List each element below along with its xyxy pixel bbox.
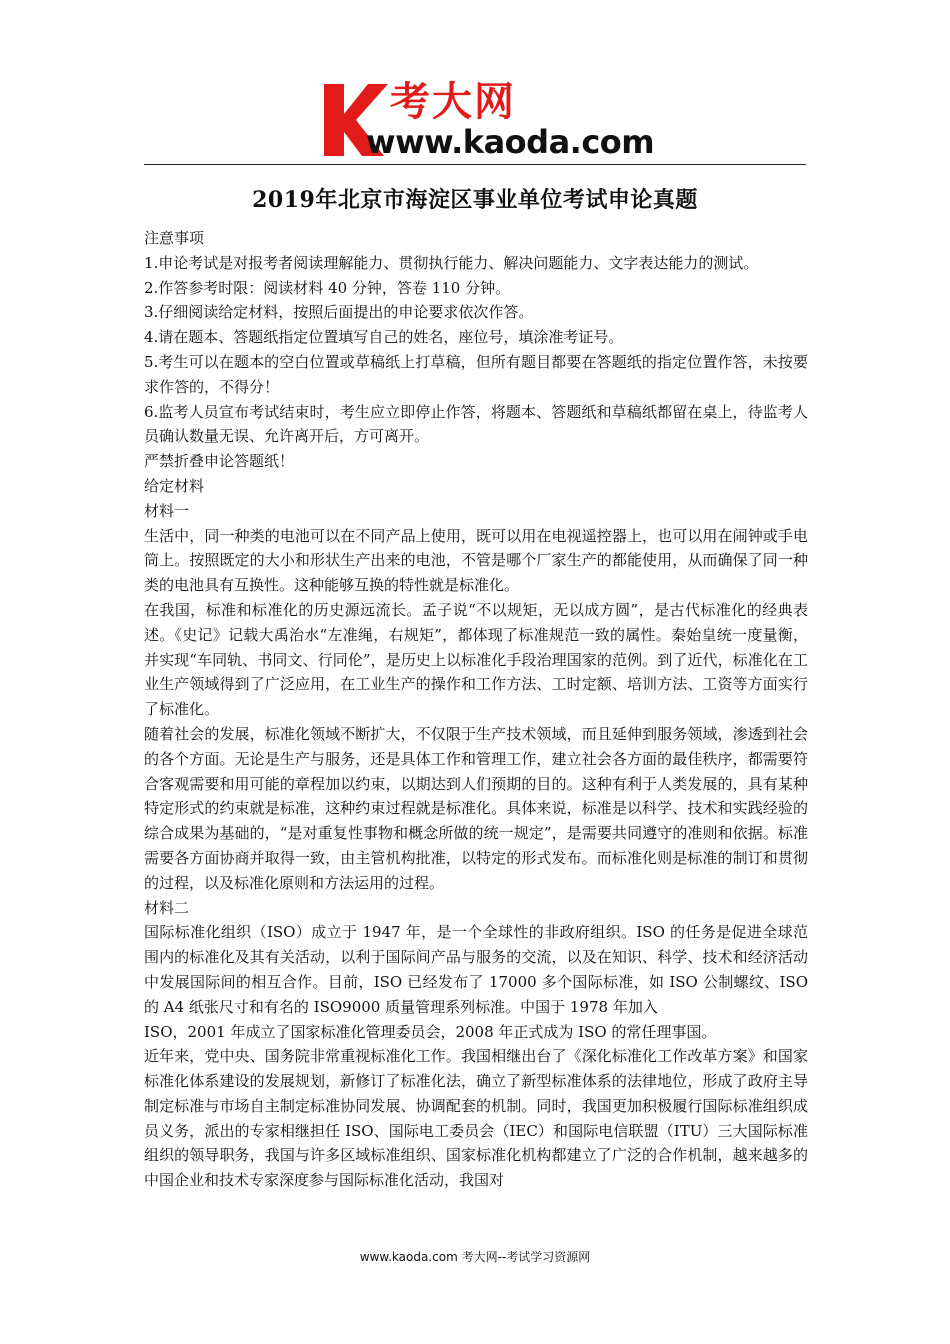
- material-1-heading: 材料一: [144, 501, 190, 520]
- page-footer[interactable]: www.kaoda.com 考大网--考试学习资源网: [359, 1250, 591, 1264]
- material-1-paragraph: 随着社会的发展，标准化领域不断扩大，不仅限于生产技术领域，而且延伸到服务领域，渗透到社会的各个方面。无论是生产与服务，还是具体工作和管理工作，建立社会各方面的最佳秩序，都需要符合客观需要和用可能的章程加以约束，以期达到人们预期的目的。这种有利于人类发展的，具有某种特定形式的约束就是标准，这种约束过程就是标准化。具体来说，标准是以科学、技术和实践经验的综合成果为基础的，“是对重复性事物和概念所做的统一规定”，是需要共同遵守的准则和依据。标准需要各方面协商并取得一致，由主管机构批准，以特定的形式发布。而标准化则是标准的制订和贯彻的过程，以及标准化原则和方法运用的过程。: [144, 724, 808, 892]
- document-title: 2019年北京市海淀区事业单位考试申论真题: [252, 187, 698, 213]
- notice-item-6: 6.监考人员宣布考试结束时，考生应立即停止作答，将题本、答题纸和草稿纸都留在桌上，待监考人员确认数量无误、允许离开后，方可离开。: [144, 402, 808, 446]
- material-1-paragraph: 生活中，同一种类的电池可以在不同产品上使用，既可以用在电视遥控器上，也可以用在闹钟或手电筒上。按照既定的大小和形状生产出来的电池，不管是哪个厂家生产的都能使用，从而确保了同一种类的电池具有互换性。这种能够互换的特性就是标准化。: [144, 526, 808, 595]
- site-logo[interactable]: [318, 78, 655, 162]
- logo-chinese-text: 考大网: [390, 79, 516, 125]
- material-2-paragraph: 近年来，党中央、国务院非常重视标准化工作。我国相继出台了《深化标准化工作改革方案》和国家标准化体系建设的发展规划，新修订了标准化法，确立了新型标准体系的法律地位，形成了政府主导制定标准与市场自主制定标准协同发展、协调配套的机制。同时，我国更加积极履行国际标准组织成员义务，派出的专家相继担任 ISO、国际电工委员会（IEC）和国际电信联盟（ITU）三大国际标准组织的领导职务，我国与许多区域标准组织、国家标准化机构都建立了广泛的合作机制，越来越多的中国企业和技术专家深度参与国际标准化活动，我国对: [144, 1047, 808, 1190]
- document-body: [144, 226, 808, 1193]
- material-1-paragraph: 在我国，标准和标准化的历史源远流长。孟子说“不以规矩，无以成方圆”，是古代标准化的经典表述。《史记》记载大禹治水“左准绳，右规矩”，都体现了标准规范一致的属性。秦始皇统一度量衡，并实现“车同轨、书同文、行同伦”，是历史上以标准化手段治理国家的范例。到了近代，标准化在工业生产领域得到了广泛应用，在工业生产的操作和工作方法、工时定额、培训方法、工资等方面实行了标准化。: [144, 600, 808, 719]
- notice-item-3: 3.仔细阅读给定材料，按照后面提出的申论要求依次作答。: [144, 303, 534, 322]
- material-2-paragraph: 国际标准化组织（ISO）成立于 1947 年，是一个全球性的非政府组织。ISO 的任务是促进全球范围内的标准化及其有关活动，以利于国际间产品与服务的交流，以及在知识、科学、技术和经济活动中发展国际间的相互合作。目前，ISO 已经发布了 17000 多个国际标准，如 ISO 公制螺纹、ISO 的 A4 纸张尺寸和有名的 ISO9000 质量管理系列标准。中国于 1978 年加入: [144, 923, 808, 1016]
- materials-heading: 给定材料: [144, 476, 205, 495]
- material-2-paragraph: ISO，2001 年成立了国家标准化管理委员会，2008 年正式成为 ISO 的常任理事国。: [144, 1022, 717, 1041]
- logo-url-text: www.kaoda.com: [366, 123, 655, 161]
- notice-warning: 严禁折叠申论答题纸！: [144, 452, 295, 471]
- notice-item-1: 1.申论考试是对报考者阅读理解能力、贯彻执行能力、解决问题能力、文字表达能力的测试。: [144, 253, 759, 272]
- notice-item-5: 5.考生可以在题本的空白位置或草稿纸上打草稿，但所有题目都要在答题纸的指定位置作答，未按要求作答的，不得分！: [144, 352, 808, 396]
- header-divider: [144, 164, 806, 165]
- material-2-heading: 材料二: [144, 898, 190, 917]
- notice-item-2: 2.作答参考时限：阅读材料 40 分钟，答卷 110 分钟。: [144, 278, 511, 297]
- notice-heading: 注意事项: [144, 229, 205, 247]
- notice-item-4: 4.请在题本、答题纸指定位置填写自己的姓名，座位号，填涂准考证号。: [144, 328, 624, 347]
